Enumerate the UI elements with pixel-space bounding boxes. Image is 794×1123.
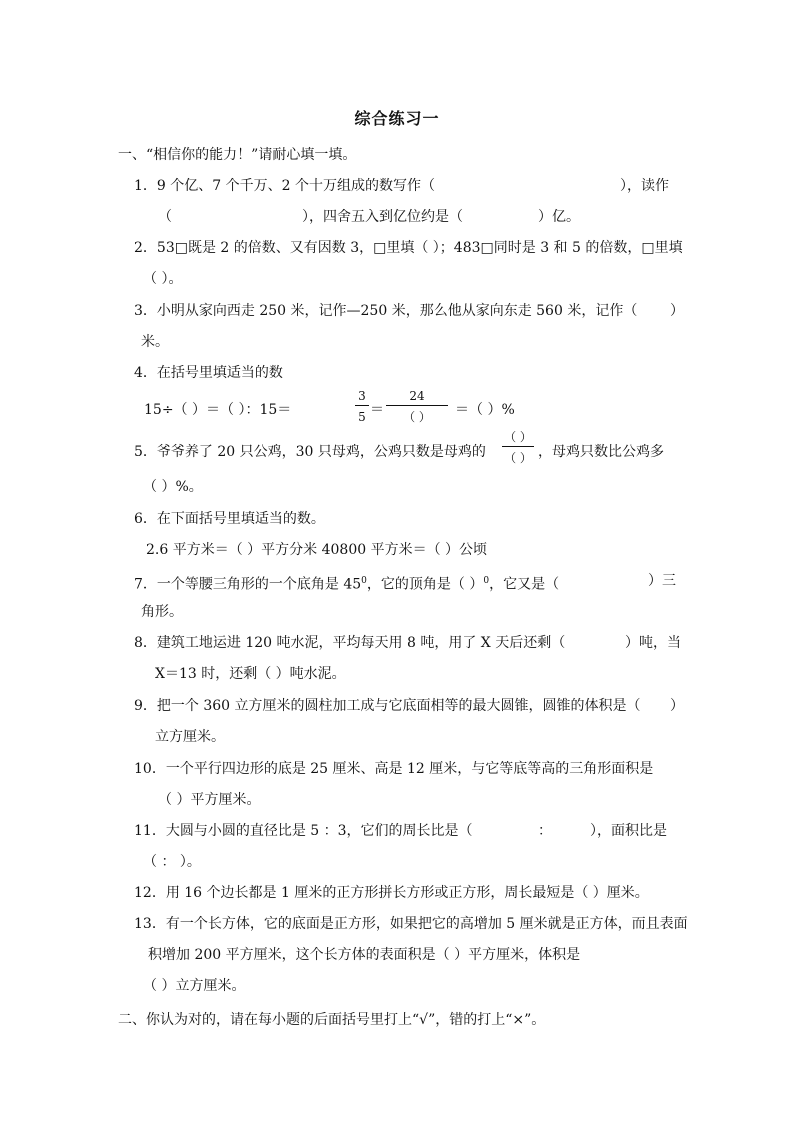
q11-line2: （ ： ）。 — [143, 854, 201, 870]
q2-line2: （ ）。 — [143, 271, 183, 287]
q1-line1: 1．9 个亿、7 个千万、2 个十万组成的数写作（ — [134, 178, 435, 194]
q7-superscript-2: 0 — [483, 576, 490, 586]
q7-line1 — [134, 572, 559, 594]
q7-text-b: ，它的顶角是（ ） — [366, 576, 484, 593]
q7-superscript-1: 0 — [361, 576, 367, 586]
q4-fraction2-numerator: 24 — [409, 389, 425, 403]
q7-paren-close: ）三 — [648, 573, 676, 589]
q4-expression-a: 15÷（ ）＝（ ）：15＝ — [144, 402, 292, 418]
q10-line2: （ ）平方厘米。 — [158, 792, 261, 808]
q10-line1: 10．一个平行四边形的底是 25 厘米、高是 12 厘米，与它等底等高的三角形面积是 — [134, 761, 654, 777]
q5-line1b: ，母鸡只数比公鸡多 — [538, 444, 664, 460]
q12-line1: 12．用 16 个边长都是 1 厘米的正方形拼长方形或正方形，周长最短是（ ）厘米。 — [134, 885, 649, 901]
q1-paren-close: ），读作 — [620, 178, 669, 194]
q2-line1: 2．53□既是 2 的倍数、又有因数 3，□里填（ ）；483□同时是 3 和 5 的倍数，□里填 — [134, 240, 683, 256]
q7-text-a: 7．一个等腰三角形的一个底角是 45 — [134, 576, 362, 593]
q8-line1b: ）吨，当 — [625, 635, 681, 651]
q6-label: 6．在下面括号里填适当的数。 — [134, 511, 325, 527]
q9-line2: 立方厘米。 — [155, 729, 225, 745]
q13-line3: （ ）立方厘米。 — [143, 978, 246, 994]
q5-line2: （ ）%。 — [143, 479, 203, 495]
q8-line1a: 8．建筑工地运进 120 吨水泥，平均每天用 8 吨，用了 X 天后还剩（ — [134, 635, 566, 651]
q5-line1a: 5．爷爷养了 20 只公鸡，30 只母鸡，公鸡只数是母鸡的 — [134, 444, 486, 460]
q13-line1: 13．有一个长方体，它的底面是正方形，如果把它的高增加 5 厘米就是正方体，而且表面 — [134, 916, 688, 932]
q4-fraction1-numerator: 3 — [358, 389, 366, 403]
page-title: 综合练习一 — [354, 109, 440, 128]
q5-fraction-denominator: （ ） — [504, 451, 532, 465]
q3-line1: 3．小明从家向西走 250 米，记作—250 米，那么他从家向东走 560 米，记作（ — [134, 303, 638, 319]
q11-line1b: ），面积比是 — [590, 823, 667, 839]
q5-fraction-numerator: （ ） — [504, 430, 532, 444]
q5-fraction-bar — [502, 446, 534, 447]
q1-line2a: （ — [158, 209, 172, 225]
q8-line2: X＝13 时，还剩（ ）吨水泥。 — [155, 666, 346, 682]
q7-text-c: ，它又是（ — [489, 576, 560, 593]
q4-label: 4．在括号里填适当的数 — [134, 365, 283, 381]
q7-line2: 角形。 — [141, 604, 183, 620]
q4-equals: ＝ — [370, 402, 384, 418]
q9-paren-close: ） — [670, 698, 684, 714]
q1-line2b: ），四舍五入到亿位约是（ — [302, 209, 463, 225]
q4-fraction1-denominator: 5 — [358, 410, 366, 424]
q6-line: 2.6 平方米＝（ ）平方分米 40800 平方米＝（ ）公顷 — [146, 542, 488, 558]
q4-fraction2-denominator: （ ） — [403, 410, 431, 424]
q11-colon: ： — [538, 823, 552, 839]
q3-line2: 米。 — [141, 334, 169, 350]
q4-expression-b: ＝（ ）% — [455, 402, 515, 418]
q4-fraction2-bar — [386, 405, 448, 406]
q9-line1: 9．把一个 360 立方厘米的圆柱加工成与它底面相等的最大圆锥，圆锥的体积是（ — [134, 698, 641, 714]
q13-line2: 积增加 200 平方厘米，这个长方体的表面积是（ ）平方厘米，体积是 — [148, 947, 581, 963]
section-2-header: 二、你认为对的，请在每小题的后面括号里打上“√”，错的打上“×”。 — [118, 1012, 546, 1028]
q11-line1a: 11．大圆与小圆的直径比是 5 ：3，它们的周长比是（ — [134, 823, 473, 839]
q3-paren-close: ） — [670, 303, 684, 319]
q4-fraction1-bar — [355, 405, 369, 406]
q1-line2c: ）亿。 — [538, 209, 580, 225]
section-1-header: 一、“相信你的能力！”请耐心填一填。 — [118, 147, 357, 163]
